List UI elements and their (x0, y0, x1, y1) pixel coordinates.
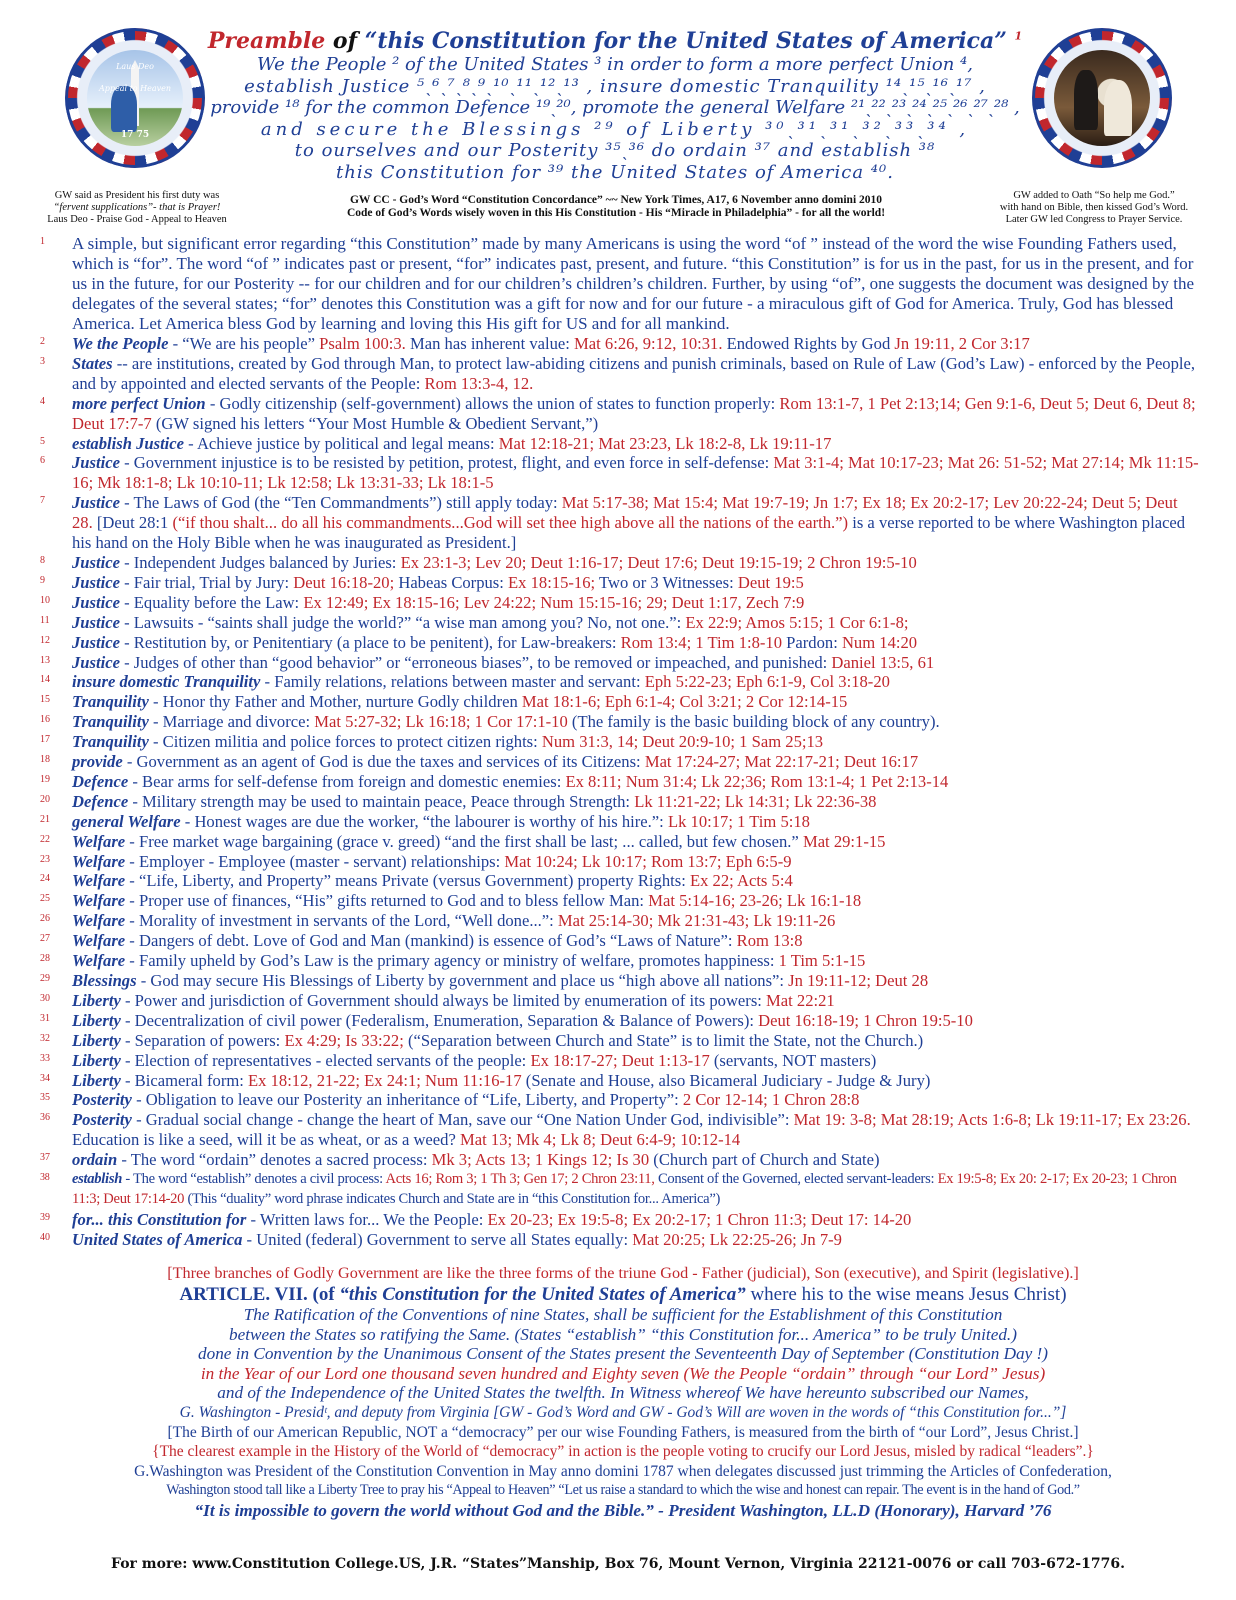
footnote-refs: Ex 23:1-3; Lev 20; Deut 1:16-17; Deut 17:6; Deut 19:15-19; 2 Chron 19:5-10 (400, 552, 917, 572)
footnote-term: Tranquility (72, 712, 149, 732)
caption-left-line: Laus Deo - Praise God - Appeal to Heaven (47, 214, 227, 225)
footnote-term: Welfare (72, 831, 126, 851)
footnote-item (40, 832, 1200, 852)
footnote-term: establish (72, 1171, 123, 1188)
footnote-item (40, 812, 1200, 832)
preamble-line: this Constitution for ³⁹ the United States of America ⁴⁰. (336, 161, 894, 183)
footnote-term: insure domestic Tranquility (72, 672, 261, 692)
caption-center-line: Code of God’s Words wisely woven in this His Constitution - His “Miracle in Philadelphia” - for all the world! (346, 207, 886, 219)
footnote-term: We the People (72, 334, 169, 353)
footnote-number: 37 (40, 1152, 50, 1164)
footnote-tail: Pardon: (782, 632, 842, 652)
footnote-number: 28 (40, 953, 50, 965)
footnote-text: - Employer - Employee (master - servant) relationships: (125, 851, 505, 871)
washington-figure-icon (1104, 80, 1132, 136)
footnote-item (40, 1230, 1200, 1250)
footnote-term: Welfare (72, 931, 126, 951)
footnote-term: Justice (72, 493, 120, 513)
title-constitution: “this Constitution for the United States of America” (364, 28, 1007, 54)
footnote-text: - Family upheld by God’s Law is the primary agency or ministry of welfare, promotes happiness: (125, 951, 779, 971)
footnote-item (40, 931, 1200, 951)
footnote-list (40, 234, 1200, 1250)
footnote-tail: (servants, NOT masters) (709, 1050, 877, 1070)
footnote-refs: Ex 20-23; Ex 19:5-8; Ex 20:2-17; 1 Chron 11:3; Deut 17: 14-20 (487, 1209, 912, 1229)
footnote-term: Welfare (72, 871, 126, 891)
caption-left-line: GW said as President his first duty was (54, 190, 220, 201)
footnote-term: Blessings (72, 971, 137, 990)
footnote-number: 27 (40, 933, 50, 945)
footnote-term: for... this Constitution for (72, 1209, 247, 1229)
footnote-term: Justice (72, 572, 120, 592)
footnote-refs: Mk 3; Acts 13; 1 Kings 12; Is 30 (431, 1150, 650, 1170)
footer-contact: For more: www.Constitution College.US, J.R. “States”Manship, Box 76, Mount Vernon, Virginia 22121-0076 or call 703-672-1776. (111, 1556, 1125, 1572)
footnote-term: States (72, 353, 113, 373)
footnote-item (40, 1170, 1200, 1210)
footnote-text: - Government injustice is to be resisted by petition, protest, flight, and even force in self-defense: (119, 453, 774, 473)
footnote-number: 25 (40, 893, 50, 905)
footnote-text: - Independent Judges balanced by Juries: (119, 552, 401, 572)
footnote-item (40, 991, 1200, 1011)
footnote-term: establish Justice (72, 433, 185, 453)
footnote-text: - United (federal) Government to serve all States equally: (242, 1229, 633, 1249)
footnote-refs: Mat 10:24; Lk 10:17; Rom 13:7; Eph 6:5-9 (504, 851, 792, 871)
footnote-text: - Dangers of debt. Love of God and Man (mankind) is essence of God’s “Laws of Nature”: (125, 931, 737, 951)
footnote-refs: Mat 3:1-4; Mat 10:17-23; Mat 26: 51-52; Mat 27:14; Mk 11:15-16; Mk 18:1-8; Lk 10:10-11; Lk 12:58; Lk 13:31-33; Lk 18:1-5 (72, 453, 1199, 493)
footnote-item (40, 453, 1200, 493)
article-line: G.Washington was President of the Constitution Convention in May anno domini 1787 when delegates discussed just trimming the Articles of Confederation, (134, 1462, 1112, 1480)
footnote-number: 39 (40, 1211, 50, 1223)
seal-left-year: 17 75 (120, 130, 150, 140)
footnote-number: 24 (40, 873, 50, 885)
footnote-item (40, 613, 1200, 633)
footnote-text: - Morality of investment in servants of the Lord, “Well done...”: (125, 911, 558, 931)
footnote-refs: Mat 5:17-38; Mat 15:4; Mat 19:7-19; Jn 1:7; Ex 18; Ex 20:2-17; Lev 20:22-24; Deut 5; Deut 28. (72, 493, 1178, 533)
footnote-text: - Obligation to leave our Posterity an inheritance of “Life, Liberty, and Property”: (131, 1090, 683, 1110)
footnote-refs: Ex 18:17-27; Deut 1:13-17 (530, 1050, 710, 1070)
footnote-term: more perfect Union (72, 393, 206, 413)
footnote-refs2: Mat 13; Mk 4; Lk 8; Deut 6:4-9; 10:12-14 (459, 1130, 741, 1150)
footnote-text: - Free market wage bargaining (grace v. greed) “and the first shall be last; ... called, but few chosen.” (125, 831, 803, 851)
footnote-refs: Mat 19: 3-8; Mat 28:19; Acts 1:6-8; Lk 19:11-17; Ex 23:26. (793, 1110, 1191, 1130)
article-line: {The clearest example in the History of the World of “democracy” in action is the people voting to crucify our Lord Jesus, misled by radical “leaders”.} (152, 1443, 1094, 1461)
article-line: G. Washington - Presidᵗ, and deputy from Virginia [GW - God’s Word and GW - God’s Will are woven in the words of “this Constitution for...”] (179, 1403, 1067, 1421)
footnote-number: 26 (40, 913, 50, 925)
footnote-text: - Citizen militia and police forces to protect citizen rights: (148, 732, 542, 752)
footnote-item (40, 394, 1200, 434)
footnote-text: - Honest wages are due the worker, “the labourer is worthy of his hire.”: (180, 811, 668, 831)
footnote-item (40, 792, 1200, 812)
title-of: of (332, 28, 358, 54)
footnote-number: 1 (40, 236, 45, 247)
title-preamble: Preamble (207, 28, 326, 54)
footnote-number: 23 (40, 853, 50, 865)
footnote-text: - Godly citizenship (self-government) allows the union of states to function properly: (205, 393, 780, 413)
footnote-refs: Ex 12:49; Ex 18:15-16; Lev 24:22; Num 15:15-16; 29; Deut 1:17, Zech 7:9 (303, 592, 805, 612)
footnote-item (40, 334, 1200, 354)
footnote-number: 17 (40, 734, 50, 746)
footnote-item (40, 593, 1200, 613)
footnote-refs: Deut 16:18-19; 1 Chron 19:5-10 (758, 1010, 973, 1030)
footnote-text: - Bear arms for self-defense from foreign and domestic enemies: (128, 771, 566, 791)
footnote-text: - Separation of powers: (120, 1030, 285, 1050)
footnote-tail2: is a verse reported to be where Washington placed his hand on the Holy Bible when he was inaugurated as President.] (72, 513, 1186, 553)
footnote-item (40, 633, 1200, 653)
footnote-number: 19 (40, 773, 50, 785)
footnote-term: ordain (72, 1150, 118, 1170)
footnote-text: - Government as an agent of God is due the taxes and services of its Citizens: (122, 752, 645, 772)
footnote-text: - Achieve justice by political and legal means: (184, 433, 499, 453)
footnote-number: 8 (40, 554, 45, 566)
footnote-refs: Rom 13:4; 1 Tim 1:8-10 (620, 632, 783, 652)
footnote-text: - God may secure His Blessings of Liberty by government and place us “high above all nations”: (136, 971, 789, 990)
footnote-term: Welfare (72, 851, 126, 871)
article-heading-constitution: “this Constitution for the United States of America” (339, 1284, 746, 1305)
preamble-line: provide ¹⁸ for the common Defence ¹⁹ˎ²⁰, promote the general Welfare ²¹ˎ²²ˎ²³ˎ²⁴ˎ²⁵ˎ²⁶ˎ²⁷ˎ²⁸ , (210, 97, 1020, 118)
footnote-item (40, 672, 1200, 692)
footnote-number: 20 (40, 793, 50, 805)
footnote-item (40, 493, 1200, 553)
footnote-number: 33 (40, 1052, 50, 1064)
footnote-number: 29 (40, 973, 50, 984)
footnote-text: - Military strength may be used to maintain peace, Peace through Strength: (128, 791, 635, 811)
footnote-number: 21 (40, 813, 50, 825)
footnote-number: 13 (40, 654, 50, 666)
footnote-term: Posterity (72, 1090, 132, 1110)
footnote-tail2: Two or 3 Witnesses: (595, 572, 738, 592)
article-line: done in Convention by the Unanimous Consent of the States present the Seventeenth Day of September (Constitution Day !) (198, 1344, 1048, 1364)
footnote-term: Defence (72, 771, 129, 791)
footnote-refs: Mat 29:1-15 (802, 831, 886, 851)
footnote-refs3: Jn 19:11, 2 Cor 3:17 (894, 334, 1030, 353)
footnote-tail: (The family is the basic building block of any country). (567, 712, 940, 732)
article-heading-prefix: ARTICLE. VII. (of (179, 1284, 340, 1305)
footnote-item (40, 772, 1200, 792)
footnote-refs: Mat 17:24-27; Mat 22:17-21; Deut 16:17 (644, 752, 919, 772)
footnote-tail: Man has inherent value: (405, 334, 575, 353)
footnote-number: 3 (40, 355, 45, 367)
footnote-term: Tranquility (72, 732, 149, 752)
footnote-number: 7 (40, 495, 45, 507)
footnote-refs3: Deut 19:5 (737, 572, 804, 592)
footnote-tail2: Endowed Rights by God (722, 334, 895, 353)
footnote-number: 5 (40, 435, 45, 447)
footnote-text: - Family relations, relations between master and servant: (260, 672, 645, 692)
footnote-term: Liberty (72, 1030, 121, 1050)
footnote-refs: Mat 22:21 (766, 990, 835, 1010)
article-line: [The Birth of our American Republic, NOT a “democracy” per our wise Founding Fathers, is measured from the birth of “our Lord”, Jesus Christ.] (167, 1423, 1079, 1441)
footnote-item (40, 354, 1200, 394)
footnote-term: Tranquility (72, 692, 149, 712)
footnote-tail: [Deut 28:1 (92, 513, 173, 533)
footnote-text: - “Life, Liberty, and Property” means Private (versus Government) property Rights: (125, 871, 690, 891)
footnote-term: Liberty (72, 1010, 121, 1030)
footnote-refs: Daniel 13:5, 61 (831, 652, 935, 672)
footnote-term: Posterity (72, 1110, 132, 1130)
footnote-item (40, 1090, 1200, 1110)
footnote-text: - Fair trial, Trial by Jury: (119, 572, 294, 592)
footnote-refs: Deut 16:18-20; (293, 572, 395, 592)
footnote-number: 4 (40, 395, 45, 407)
footnote-number: 22 (40, 833, 50, 845)
footnote-item (40, 692, 1200, 712)
footnote-refs: Eph 5:22-23; Eph 6:1-9, Col 3:18-20 (644, 672, 890, 692)
footnote-term: Welfare (72, 951, 126, 971)
footnote-tail: Education is like a seed, will it be as wheat, or as a weed? (72, 1130, 460, 1150)
seal-right-image (1054, 50, 1150, 146)
preamble-text (180, 54, 1050, 183)
footnote-refs: Jn 19:11-12; Deut 28 (788, 971, 929, 990)
footnote-tail2: (This “duality” word phrase indicates Church and State are in “this Constitution for... America”) (184, 1190, 721, 1207)
article-heading-suffix: where his to the wise means Jesus Christ) (745, 1284, 1067, 1305)
footnote-refs: Mat 12:18-21; Mat 23:23, Lk 18:2-8, Lk 19:11-17 (498, 433, 832, 453)
footnote-text: A simple, but significant error regarding “this Constitution” made by many Americans is using the word “of ” instead of the word the wise Founding Fathers used, which is “for”. The word “of ” indicates past or present, “for” indicates past, present, and future. “this Constitution” is for us in the past, for us in the present, and for us in the future, for our Posterity -- for our children and for our children’s children’s children. Further, by using “of”, one suggests the document was designed by the delegates of the several states; “for” denotes this Constitution was a gift for now and for our future - a miraculous gift of God for America. Truly, God has blessed America. Let America bless God by learning and loving this His gift for US and for all mankind. (72, 234, 1194, 333)
footnote-number: 16 (40, 714, 50, 726)
footnote-text: - Bicameral form: (120, 1070, 249, 1090)
page-title (170, 28, 1060, 54)
footnote-refs: Acts 16; Rom 3; 1 Th 3; Gen 17; 2 Chron 23:11, (385, 1171, 655, 1188)
footnote-number: 15 (40, 694, 50, 706)
footnote-item (40, 1210, 1200, 1230)
footnote-term: Justice (72, 552, 120, 572)
footnote-term: Justice (72, 652, 120, 672)
footnote-refs2: (“if thou shalt... do all his commandments...God will set thee high above all the nations of the earth.”) (172, 513, 849, 533)
footnote-item (40, 752, 1200, 772)
article-line: “It is impossible to govern the world without God and the Bible.” - President Washington, LL.D (Honorary), Harvard ’76 (194, 1500, 1052, 1520)
article-line: The Ratification of the Conventions of nine States, shall be sufficient for the Establishment of this Constitution (243, 1305, 1003, 1324)
article-vii-text (38, 1305, 1208, 1521)
footnote-number: 12 (40, 634, 50, 646)
footnote-item (40, 1071, 1200, 1091)
caption-right-line: with hand on Bible, then kissed God’s Word. (999, 202, 1189, 213)
footnote-item (40, 573, 1200, 593)
footnote-number: 38 (40, 1172, 50, 1184)
footnote-refs: Mat 5:14-16; 23-26; Lk 16:1-18 (648, 891, 862, 911)
footnote-number: 31 (40, 1012, 50, 1024)
article-vii-heading (38, 1284, 1208, 1306)
footnote-refs: Rom 13:3-4, 12. (424, 373, 534, 393)
footnote-refs: Mat 5:27-32; Lk 16:18; 1 Cor 17:1-10 (314, 712, 568, 732)
footnote-item (40, 434, 1200, 454)
seal-left-image (87, 50, 183, 146)
caption-left-line: “fervent supplications”- that is Prayer! (53, 202, 221, 213)
footnote-number: 30 (40, 992, 50, 1004)
footnote-refs: Mat 20:25; Lk 22:25-26; Jn 7-9 (632, 1229, 842, 1249)
footnote-item (40, 1031, 1200, 1051)
footnote-refs: Lk 10:17; 1 Tim 5:18 (667, 811, 810, 831)
footnote-text: - Written laws for... We the People: (246, 1209, 488, 1229)
footnote-number: 36 (40, 1112, 50, 1124)
footnote-item (40, 712, 1200, 732)
footnote-text: - The word “establish” denotes a civil process: (122, 1171, 386, 1188)
footnote-item (40, 553, 1200, 573)
footnote-item (40, 1150, 1200, 1170)
article-line: Washington stood tall like a Liberty Tree to pray his “Appeal to Heaven” “Let us raise a standard to which the wise and honest can repair. The event is in the hand of God.” (166, 1482, 1080, 1499)
footnote-refs: Mat 25:14-30; Mk 21:31-43; Lk 19:11-26 (557, 911, 836, 931)
footnote-term: Liberty (72, 1050, 121, 1070)
footnote-item (40, 871, 1200, 891)
footnote-refs: 1 Tim 5:1-15 (778, 951, 866, 971)
caption-right (970, 190, 1218, 226)
footnote-term: general Welfare (72, 811, 181, 831)
footnote-refs: 2 Cor 12-14; 1 Chron 28:8 (682, 1090, 860, 1110)
footnote-number: 18 (40, 754, 50, 766)
article-line: between the States so ratifying the Same. (States “establish” “this Constitution for... America” to be truly United.) (229, 1324, 1017, 1344)
footnote-text: - Equality before the Law: (119, 592, 304, 612)
footnote-tail: Consent of the Governed, elected servant-leaders: (654, 1171, 938, 1188)
footnote-tail: (GW signed his letters “Your Most Humble & Obedient Servant,”) (151, 413, 599, 433)
footnote-text: - The word “ordain” denotes a sacred process: (117, 1150, 432, 1170)
footnote-text: -- are institutions, created by God through Man, to protect law-abiding citizens and punish criminals, based on Rule of Law (God’s Law) - enforced by the People, and by appointed and elected servants of the People: (72, 353, 1196, 393)
footnote-refs2: Num 14:20 (841, 632, 918, 652)
footnote-term: Justice (72, 592, 120, 612)
footnote-text: - Marriage and divorce: (148, 712, 315, 732)
footnote-text: - Election of representatives - elected servants of the people: (120, 1050, 531, 1070)
footnote-term: Liberty (72, 990, 121, 1010)
article-line: and of the Independence of the United States the twelfth. In Witness whereof We have hereunto subscribed our Names, (217, 1383, 1029, 1403)
footnote-item (40, 1011, 1200, 1031)
footnote-item (40, 911, 1200, 931)
footnote-refs: Mat 18:1-6; Eph 6:1-4; Col 3:21; 2 Cor 12:14-15 (521, 692, 848, 712)
preamble-line: and secure the Blessings ²⁹ of Liberty ³⁰ˎ³¹ˎ³¹ˎ³²ˎ³³ˎ³⁴ , (260, 118, 970, 140)
caption-center-line: GW CC - God’s Word “Constitution Concordance” ~~ New York Times, A17, 6 November anno domini 2010 (349, 194, 883, 206)
footnote-refs: Ex 22:9; Amos 5:15; 1 Cor 6:1-8; (685, 612, 909, 632)
footnote-tail: (Church part of Church and State) (649, 1150, 880, 1170)
footnote-refs2: Mat 6:26, 9:12, 10:31. (574, 334, 723, 353)
footnote-refs: Ex 18:12, 21-22; Ex 24:1; Num 11:16-17 (248, 1070, 522, 1090)
footnote-text: - Judges of other than “good behavior” or “erroneous biases”, to be removed or impeached, and punished: (119, 652, 832, 672)
footnote-number: 35 (40, 1092, 50, 1104)
footnote-number: 6 (40, 455, 45, 467)
footnote-text: - Proper use of finances, “His” gifts returned to God and to bless fellow Man: (125, 891, 649, 911)
oath-figure-icon (1074, 70, 1098, 130)
preamble-line: We the People ² of the United States ³ in order to form a more perfect Union ⁴, (257, 54, 973, 75)
footnote-term: provide (72, 752, 123, 772)
footnote-number: 40 (40, 1231, 50, 1243)
footnote-item (40, 234, 1200, 334)
footnote-text: - Lawsuits - “saints shall judge the world?” “a wise man among you? No, not one.”: (119, 612, 686, 632)
footnote-refs: Num 31:3, 14; Deut 20:9-10; 1 Sam 25;13 (541, 732, 824, 752)
footnote-item (40, 951, 1200, 971)
footnote-term: Justice (72, 632, 120, 652)
caption-center (266, 194, 966, 220)
footnote-refs: Ex 22; Acts 5:4 (689, 871, 793, 891)
seal-left-text: Laus Deo (116, 62, 154, 71)
footnote-number: 32 (40, 1032, 50, 1044)
footnote-item (40, 971, 1200, 991)
footnote-item (40, 732, 1200, 752)
footnote-refs: Ex 4:29; Is 33:22; (284, 1030, 404, 1050)
footnote-refs: Rom 13:1-7, 1 Pet 2:13;14; Gen 9:1-6, Deut 5; Deut 6, Deut 8; Deut 17:7-7 (72, 393, 1196, 433)
footnote-number: 34 (40, 1072, 50, 1084)
footnote-item (40, 891, 1200, 911)
three-branches-note: [Three branches of Godly Government are like the three forms of the triune God - Father (judicial), Son (executive), and Spirit (legislative).] (167, 1264, 1079, 1282)
footnote-refs: Psalm 100:3. (319, 334, 406, 353)
footnote-term: Justice (72, 612, 120, 632)
footnote-item (40, 1051, 1200, 1071)
caption-right-line: GW added to Oath “So help me God.” (1013, 190, 1175, 201)
seal-left-text2: Appeal to Heaven (98, 84, 172, 93)
footnote-refs2: Ex 19:5-8; Ex 20: 2-17; Ex 20-23; 1 Chron 11:3; Deut 17:14-20 (72, 1171, 1177, 1207)
footnote-term: United States of America (72, 1229, 243, 1249)
footnote-number: 2 (40, 336, 45, 347)
footnote-refs: Rom 13:8 (736, 931, 803, 951)
footnote-text: - Restitution by, or Penitentiary (a place to be penitent), for Law-breakers: (119, 632, 621, 652)
title-footnote: 1 (1014, 29, 1023, 43)
footnote-text: - Power and jurisdiction of Government should always be limited by enumeration of its powers: (120, 990, 767, 1010)
footnote-term: Justice (72, 453, 120, 473)
footnote-refs: Ex 8:11; Num 31:4; Lk 22;36; Rom 13:1-4; 1 Pet 2:13-14 (565, 771, 949, 791)
footnote-tail: (“Separation between Church and State” is to limit the State, not the Church.) (403, 1030, 924, 1050)
footnote-refs: Lk 11:21-22; Lk 14:31; Lk 22:36-38 (634, 791, 877, 811)
footnote-text: - Decentralization of civil power (Federalism, Enumeration, Separation & Balance of Powers): (120, 1010, 759, 1030)
footnote-term: Liberty (72, 1070, 121, 1090)
footnote-term: Defence (72, 791, 129, 811)
preamble-line: to ourselves and our Posterity ³⁵ˎ³⁶ do ordain ³⁷ and establish ³⁸ (294, 140, 936, 161)
footnote-item (40, 1110, 1200, 1150)
footnote-text: - “We are his people” (168, 334, 320, 353)
footnote-number: 9 (40, 574, 45, 586)
footnote-refs2: Ex 18:15-16; (508, 572, 596, 592)
footnote-item (40, 852, 1200, 872)
footnote-item (40, 653, 1200, 673)
article-line: in the Year of our Lord one thousand seven hundred and Eighty seven (We the People “ordain” through “our Lord” Jesus) (200, 1363, 1046, 1383)
footnote-number: 11 (40, 614, 50, 626)
footnote-term: Welfare (72, 891, 126, 911)
preamble-line: establish Justice ⁵ˎ⁶ˎ⁷ˎ⁸ˎ⁹ˎ¹⁰ˎ¹¹ˎ¹²ˎ¹³ , insure domestic Tranquility ¹⁴ˎ¹⁵ˎ¹⁶ˎ¹⁷ , (244, 75, 986, 97)
footnote-tail: Habeas Corpus: (394, 572, 509, 592)
caption-left (22, 190, 252, 226)
footnote-text: - The Laws of God (the “Ten Commandments”) still apply today: (119, 493, 562, 513)
footnote-text: - Gradual social change - change the heart of Man, save our “One Nation Under God, indivisible”: (131, 1110, 794, 1130)
footnote-term: Welfare (72, 911, 126, 931)
footnote-tail: (Senate and House, also Bicameral Judiciary - Judge & Jury) (521, 1070, 931, 1090)
footnote-number: 14 (40, 674, 50, 686)
caption-right-line: Later GW led Congress to Prayer Service. (1005, 214, 1183, 225)
footnote-text: - Honor thy Father and Mother, nurture Godly children (148, 692, 522, 712)
footnote-number: 10 (40, 594, 50, 606)
